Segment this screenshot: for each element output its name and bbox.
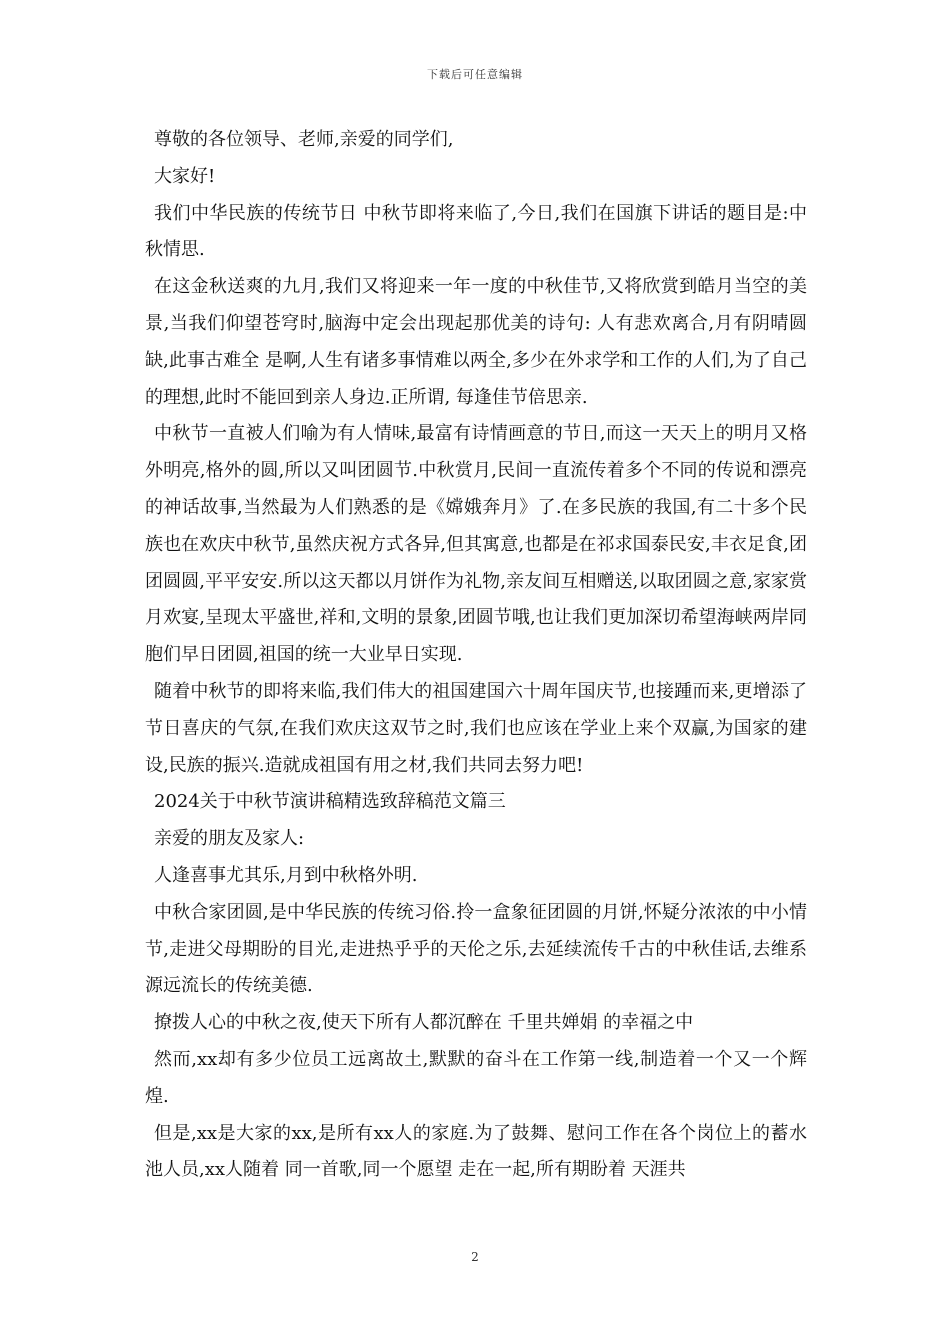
salutation: 尊敬的各位领导、老师,亲爱的同学们, — [154, 129, 454, 150]
salutation: 亲爱的朋友及家人: — [154, 828, 305, 850]
page-number: 2 — [471, 1250, 479, 1264]
paragraph: 在这金秋送爽的九月,我们又将迎来一年一度的中秋佳节,又将欣赏到皓月当空的美景,当我们仰望苍穹时,脑海中定会出现起那优美的诗句: 人有悲欢离合,月有阴晴圆缺,此事古难全 是啊,人生有诸多事情难以两全,多少在外求学和工作的人们,为了自己的理想,此时不能回到亲人身边.正所谓, 每逢佳节倍思亲. — [145, 276, 807, 408]
paragraph: 中秋合家团圆,是中华民族的传统习俗.拎一盒象征团圆的月饼,怀疑分浓浓的中小情节,走进父母期盼的目光,走进热乎乎的天伦之乐,去延续流传千古的中秋佳话,去维系源远流长的传统美德. — [145, 901, 807, 997]
paragraph: 我们中华民族的传统节日 中秋节即将来临了,今日,我们在国旗下讲话的题目是:中秋情思. — [145, 202, 807, 261]
paragraph: 然而,xx却有多少位员工远离故土,默默的奋斗在工作第一线,制造着一个又一个辉煌. — [145, 1048, 807, 1107]
page-header: 下载后可任意编辑 — [427, 68, 523, 81]
paragraph: 但是,xx是大家的xx,是所有xx人的家庭.为了鼓舞、慰问工作在各个岗位上的蓄水池人员,xx人随着 同一首歌,同一个愿望 走在一起,所有期盼着 天涯共 — [145, 1122, 807, 1181]
greeting: 大家好! — [154, 165, 216, 187]
paragraph: 随着中秋节的即将来临,我们伟大的祖国建国六十周年国庆节,也接踵而来,更增添了节日喜庆的气氛,在我们欢庆这双节之时,我们也应该在学业上来个双赢,为国家的建设,民族的振兴.造就成祖国有用之材,我们共同去努力吧! — [145, 680, 807, 776]
paragraph: 人逢喜事尤其乐,月到中秋格外明. — [154, 864, 418, 886]
document-body — [145, 122, 807, 1189]
paragraph: 撩拨人心的中秋之夜,使天下所有人都沉醉在 千里共婵娟 的幸福之中 — [154, 1012, 694, 1034]
section-heading: 2024关于中秋节演讲稿精选致辞稿范文篇三 — [154, 791, 506, 813]
paragraph: 中秋节一直被人们喻为有人情味,最富有诗情画意的节日,而这一天天上的明月又格外明亮,格外的圆,所以又叫团圆节.中秋赏月,民间一直流传着多个不同的传说和漂亮的神话故事,当然最为人们熟悉的是《嫦娥奔月》了.在多民族的我国,有二十多个民族也在欢庆中秋节,虽然庆祝方式各异,但其寓意,也都是在祁求国泰民安,丰衣足食,团团圆圆,平平安安.所以这天都以月饼作为礼物,亲友间互相赠送,以取团圆之意,家家赏月欢宴,呈现太平盛世,祥和,文明的景象,团圆节哦,也让我们更加深切希望海峡两岸同胞们早日团圆,祖国的统一大业早日实现. — [145, 423, 807, 666]
